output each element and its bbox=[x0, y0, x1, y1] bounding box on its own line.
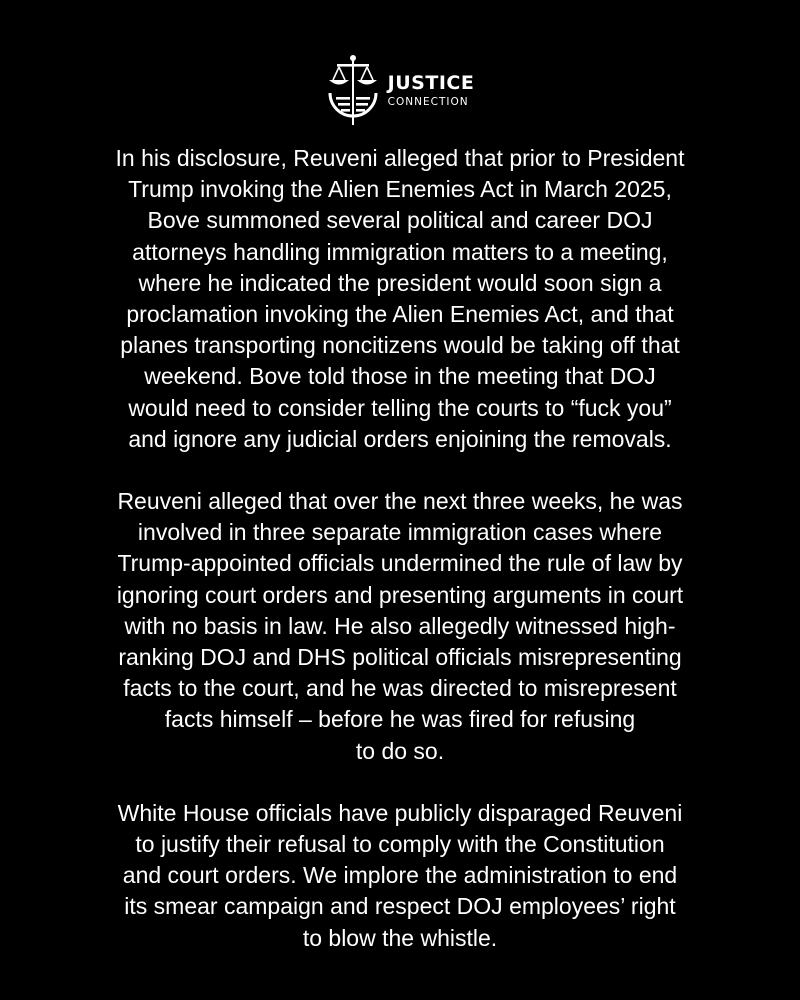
text-line: weekend. Bove told those in the meeting that DOJ bbox=[144, 363, 656, 390]
text-line: ignoring court orders and presenting arguments in court bbox=[116, 581, 684, 608]
text-line: planes transporting noncitizens would be taking off that bbox=[120, 332, 680, 359]
text-line: Trump invoking the Alien Enemies Act in March 2025, bbox=[128, 176, 672, 203]
text-line: Reuveni alleged that over the next three weeks, he was bbox=[117, 488, 683, 515]
text-line: Trump-appointed officials undermined the rule of law by bbox=[117, 550, 683, 577]
header bbox=[0, 52, 800, 128]
text-line: and ignore any judicial orders enjoining the removals. bbox=[128, 425, 672, 452]
scales-of-justice-icon bbox=[326, 53, 380, 127]
text-line: and court orders. We implore the administration to end bbox=[122, 862, 678, 889]
logo-text bbox=[388, 74, 475, 108]
text-line: facts to the court, and he was directed to misrepresent bbox=[123, 675, 677, 702]
paragraph-2 bbox=[50, 486, 750, 767]
text-line: involved in three separate immigration cases where bbox=[137, 519, 663, 546]
text-line: would need to consider telling the courts to “fuck you” bbox=[128, 394, 672, 421]
text-line: ranking DOJ and DHS political officials misrepresenting bbox=[118, 644, 682, 671]
justice-connection-logo bbox=[326, 53, 475, 127]
text-line: facts himself – before he was fired for refusing bbox=[164, 706, 636, 733]
text-line: proclamation invoking the Alien Enemies Act, and that bbox=[126, 301, 674, 328]
text-line: with no basis in law. He also allegedly witnessed high- bbox=[124, 612, 676, 639]
text-line: Bove summoned several political and career DOJ bbox=[147, 207, 653, 234]
text-line: its smear campaign and respect DOJ employees’ right bbox=[124, 893, 676, 920]
text-line: attorneys handling immigration matters to a meeting, bbox=[132, 238, 668, 265]
logo-title: JUSTICE bbox=[387, 72, 475, 95]
statement-body bbox=[50, 143, 750, 954]
paragraph-3 bbox=[50, 798, 750, 954]
text-line: where he indicated the president would soon sign a bbox=[138, 269, 662, 296]
text-line: to justify their refusal to comply with the Constitution bbox=[135, 831, 665, 858]
text-line: White House officials have publicly disparaged Reuveni bbox=[117, 799, 683, 826]
text-line: to do so. bbox=[355, 737, 445, 764]
logo-subtitle: CONNECTION bbox=[387, 96, 469, 109]
text-line: to blow the whistle. bbox=[302, 924, 498, 951]
text-line: In his disclosure, Reuveni alleged that prior to President bbox=[115, 145, 685, 171]
paragraph-1 bbox=[50, 143, 750, 455]
